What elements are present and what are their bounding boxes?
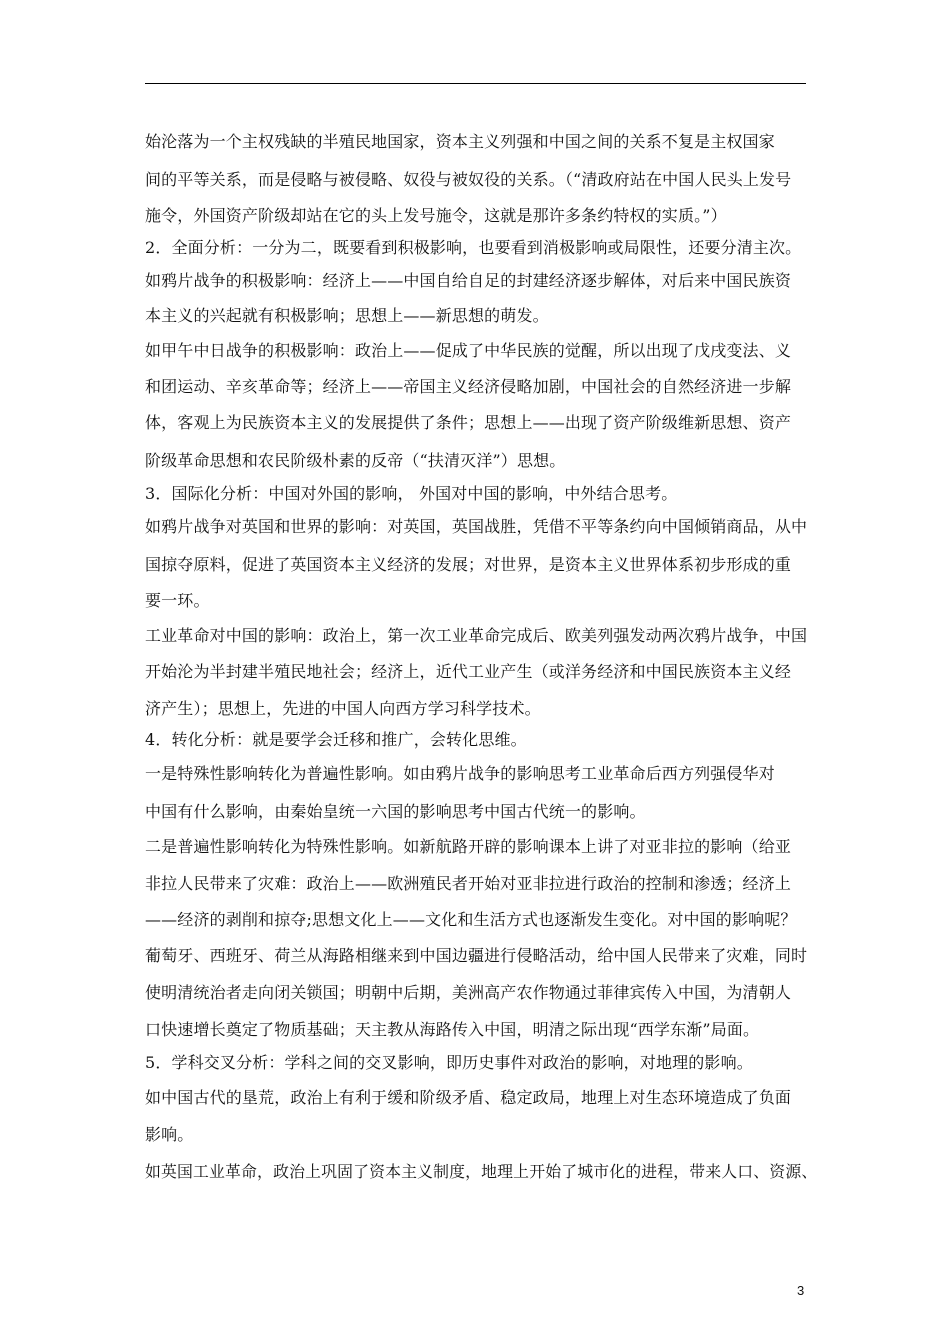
text-line: 济产生）；思想上，先进的中国人向西方学习科学技术。	[145, 699, 541, 718]
text-line: 如鸦片战争的积极影响：经济上——中国自给自足的封建经济逐步解体，对后来中国民族资	[145, 271, 792, 290]
text-line: 间的平等关系，而是侵略与被侵略、奴役与被奴役的关系。（“清政府站在中国人民头上发号	[145, 170, 792, 189]
text-line: 如甲午中日战争的积极影响：政治上——促成了中华民族的觉醒，所以出现了戊戌变法、义	[145, 341, 792, 360]
text-line: 如英国工业革命，政治上巩固了资本主义制度，地理上开始了城市化的进程，带来人口、资源、	[145, 1162, 818, 1181]
text-line: 二是普遍性影响转化为特殊性影响。如新航路开辟的影响课本上讲了对亚非拉的影响（给亚	[145, 837, 792, 856]
text-line: 国掠夺原料，促进了英国资本主义经济的发展；对世界，是资本主义世界体系初步形成的重	[145, 555, 792, 574]
text-line: 5．学科交叉分析：学科之间的交叉影响，即历史事件对政治的影响，对地理的影响。	[145, 1053, 753, 1072]
text-line: 体，客观上为民族资本主义的发展提供了条件；思想上——出现了资产阶级维新思想、资产	[145, 413, 792, 432]
text-line: 阶级革命思想和农民阶级朴素的反帝（“扶清灭洋”）思想。	[145, 451, 566, 470]
text-line: 如鸦片战争对英国和世界的影响：对英国，英国战胜，凭借不平等条约向中国倾销商品，从中	[145, 517, 808, 536]
text-line: 葡萄牙、西班牙、荷兰从海路相继来到中国边疆进行侵略活动，给中国人民带来了灾难，同时	[145, 946, 808, 965]
text-line: 影响。	[145, 1125, 194, 1144]
text-line: 使明清统治者走向闭关锁国；明朝中后期，美洲高产农作物通过菲律宾传入中国，为清朝人	[145, 983, 792, 1002]
page-number: 3	[797, 1283, 805, 1298]
text-line: 工业革命对中国的影响：政治上，第一次工业革命完成后、欧美列强发动两次鸦片战争，中国	[145, 626, 808, 645]
text-line: 中国有什么影响，由秦始皇统一六国的影响思考中国古代统一的影响。	[145, 802, 646, 821]
text-line: ——经济的剥削和掠夺;思想文化上——文化和生活方式也逐渐发生变化。对中国的影响呢？	[145, 910, 797, 929]
text-line: 要一环。	[145, 591, 210, 610]
text-line: 和团运动、辛亥革命等；经济上——帝国主义经济侵略加剧，中国社会的自然经济进一步解	[145, 377, 792, 396]
text-line: 2．全面分析：一分为二，既要看到积极影响，也要看到消极影响或局限性，还要分清主次。	[145, 238, 802, 257]
text-line: 4．转化分析：就是要学会迁移和推广，会转化思维。	[145, 730, 527, 749]
text-line: 本主义的兴起就有积极影响；思想上——新思想的萌发。	[145, 306, 549, 325]
text-line: 一是特殊性影响转化为普遍性影响。如由鸦片战争的影响思考工业革命后西方列强侵华对	[145, 764, 775, 783]
text-line: 如中国古代的垦荒，政治上有利于缓和阶级矛盾、稳定政局，地理上对生态环境造成了负面	[145, 1088, 792, 1107]
text-line: 开始沦为半封建半殖民地社会；经济上，近代工业产生（或洋务经济和中国民族资本主义经	[145, 662, 792, 681]
text-line: 3．国际化分析：中国对外国的影响， 外国对中国的影响，中外结合思考。	[145, 484, 678, 503]
text-line: 施令，外国资产阶级却站在它的头上发号施令，这就是那许多条约特权的实质。”）	[145, 206, 727, 225]
header-rule	[145, 83, 806, 84]
text-line: 口快速增长奠定了物质基础；天主教从海路传入中国，明清之际出现“西学东渐”局面。	[145, 1020, 760, 1039]
text-line: 始沦落为一个主权残缺的半殖民地国家，资本主义列强和中国之间的关系不复是主权国家	[145, 132, 775, 151]
text-line: 非拉人民带来了灾难：政治上——欧洲殖民者开始对亚非拉进行政治的控制和渗透；经济上	[145, 874, 792, 893]
